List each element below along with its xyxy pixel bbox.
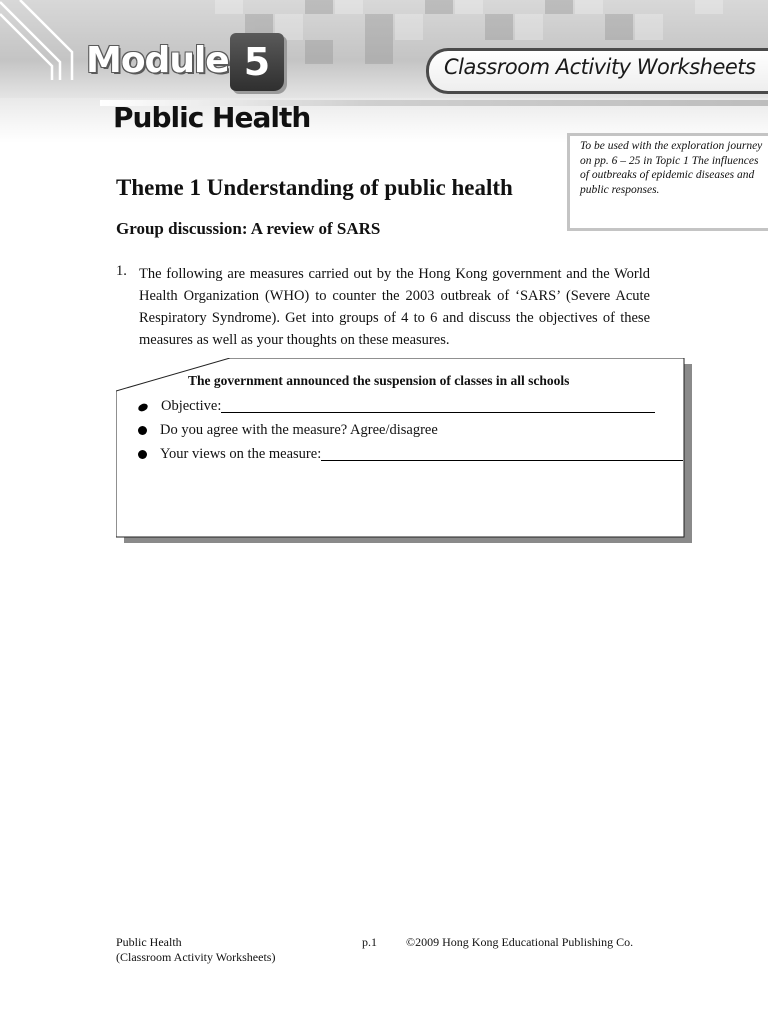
objective-answer-line[interactable] bbox=[221, 411, 655, 413]
footer-left bbox=[116, 935, 275, 965]
theme-title: Theme 1 Understanding of public health bbox=[116, 175, 513, 200]
measure-card bbox=[116, 358, 692, 543]
agree-row bbox=[138, 422, 438, 439]
card-title: The government announced the suspension of classes in all schools bbox=[188, 373, 570, 388]
bullet-icon bbox=[137, 402, 149, 413]
views-answer-line[interactable] bbox=[321, 459, 683, 461]
copyright: ©2009 Hong Kong Educational Publishing Co. bbox=[406, 935, 634, 949]
module-word: Module bbox=[86, 40, 229, 81]
objective-row bbox=[138, 398, 655, 415]
bullet-icon bbox=[138, 426, 147, 435]
objective-label: Objective: bbox=[161, 398, 222, 414]
reference-note-box bbox=[567, 133, 768, 231]
page-number: p.1 bbox=[362, 935, 377, 949]
worksheet-label: Classroom Activity Worksheets bbox=[444, 55, 756, 79]
agree-label: Do you agree with the measure? Agree/disagree bbox=[160, 422, 438, 438]
views-row bbox=[138, 446, 683, 463]
page-title: Public Health bbox=[113, 101, 311, 134]
section-subtitle: Group discussion: A review of SARS bbox=[116, 219, 381, 238]
footer-subtitle: (Classroom Activity Worksheets) bbox=[116, 950, 276, 964]
module-number-badge: 5 bbox=[230, 33, 284, 91]
views-label: Your views on the measure: bbox=[160, 446, 322, 462]
question-text: The following are measures carried out by the Hong Kong government and the World Health Organization (WHO) to counter the 2003 outbreak of ‘SARS’ (Severe Acute Respiratory Syndrome). Get into groups of 4 to 6 and discuss the objectives of these measures as well as your thoughts on these measures. bbox=[139, 266, 650, 348]
footer-title: Public Health bbox=[116, 935, 182, 949]
reference-note-text: To be used with the exploration journey on pp. 6 – 25 in Topic 1 The influences of outbreaks of epidemic diseases and public responses. bbox=[580, 140, 763, 197]
bullet-icon bbox=[138, 450, 147, 459]
question-number: 1. bbox=[116, 263, 127, 279]
